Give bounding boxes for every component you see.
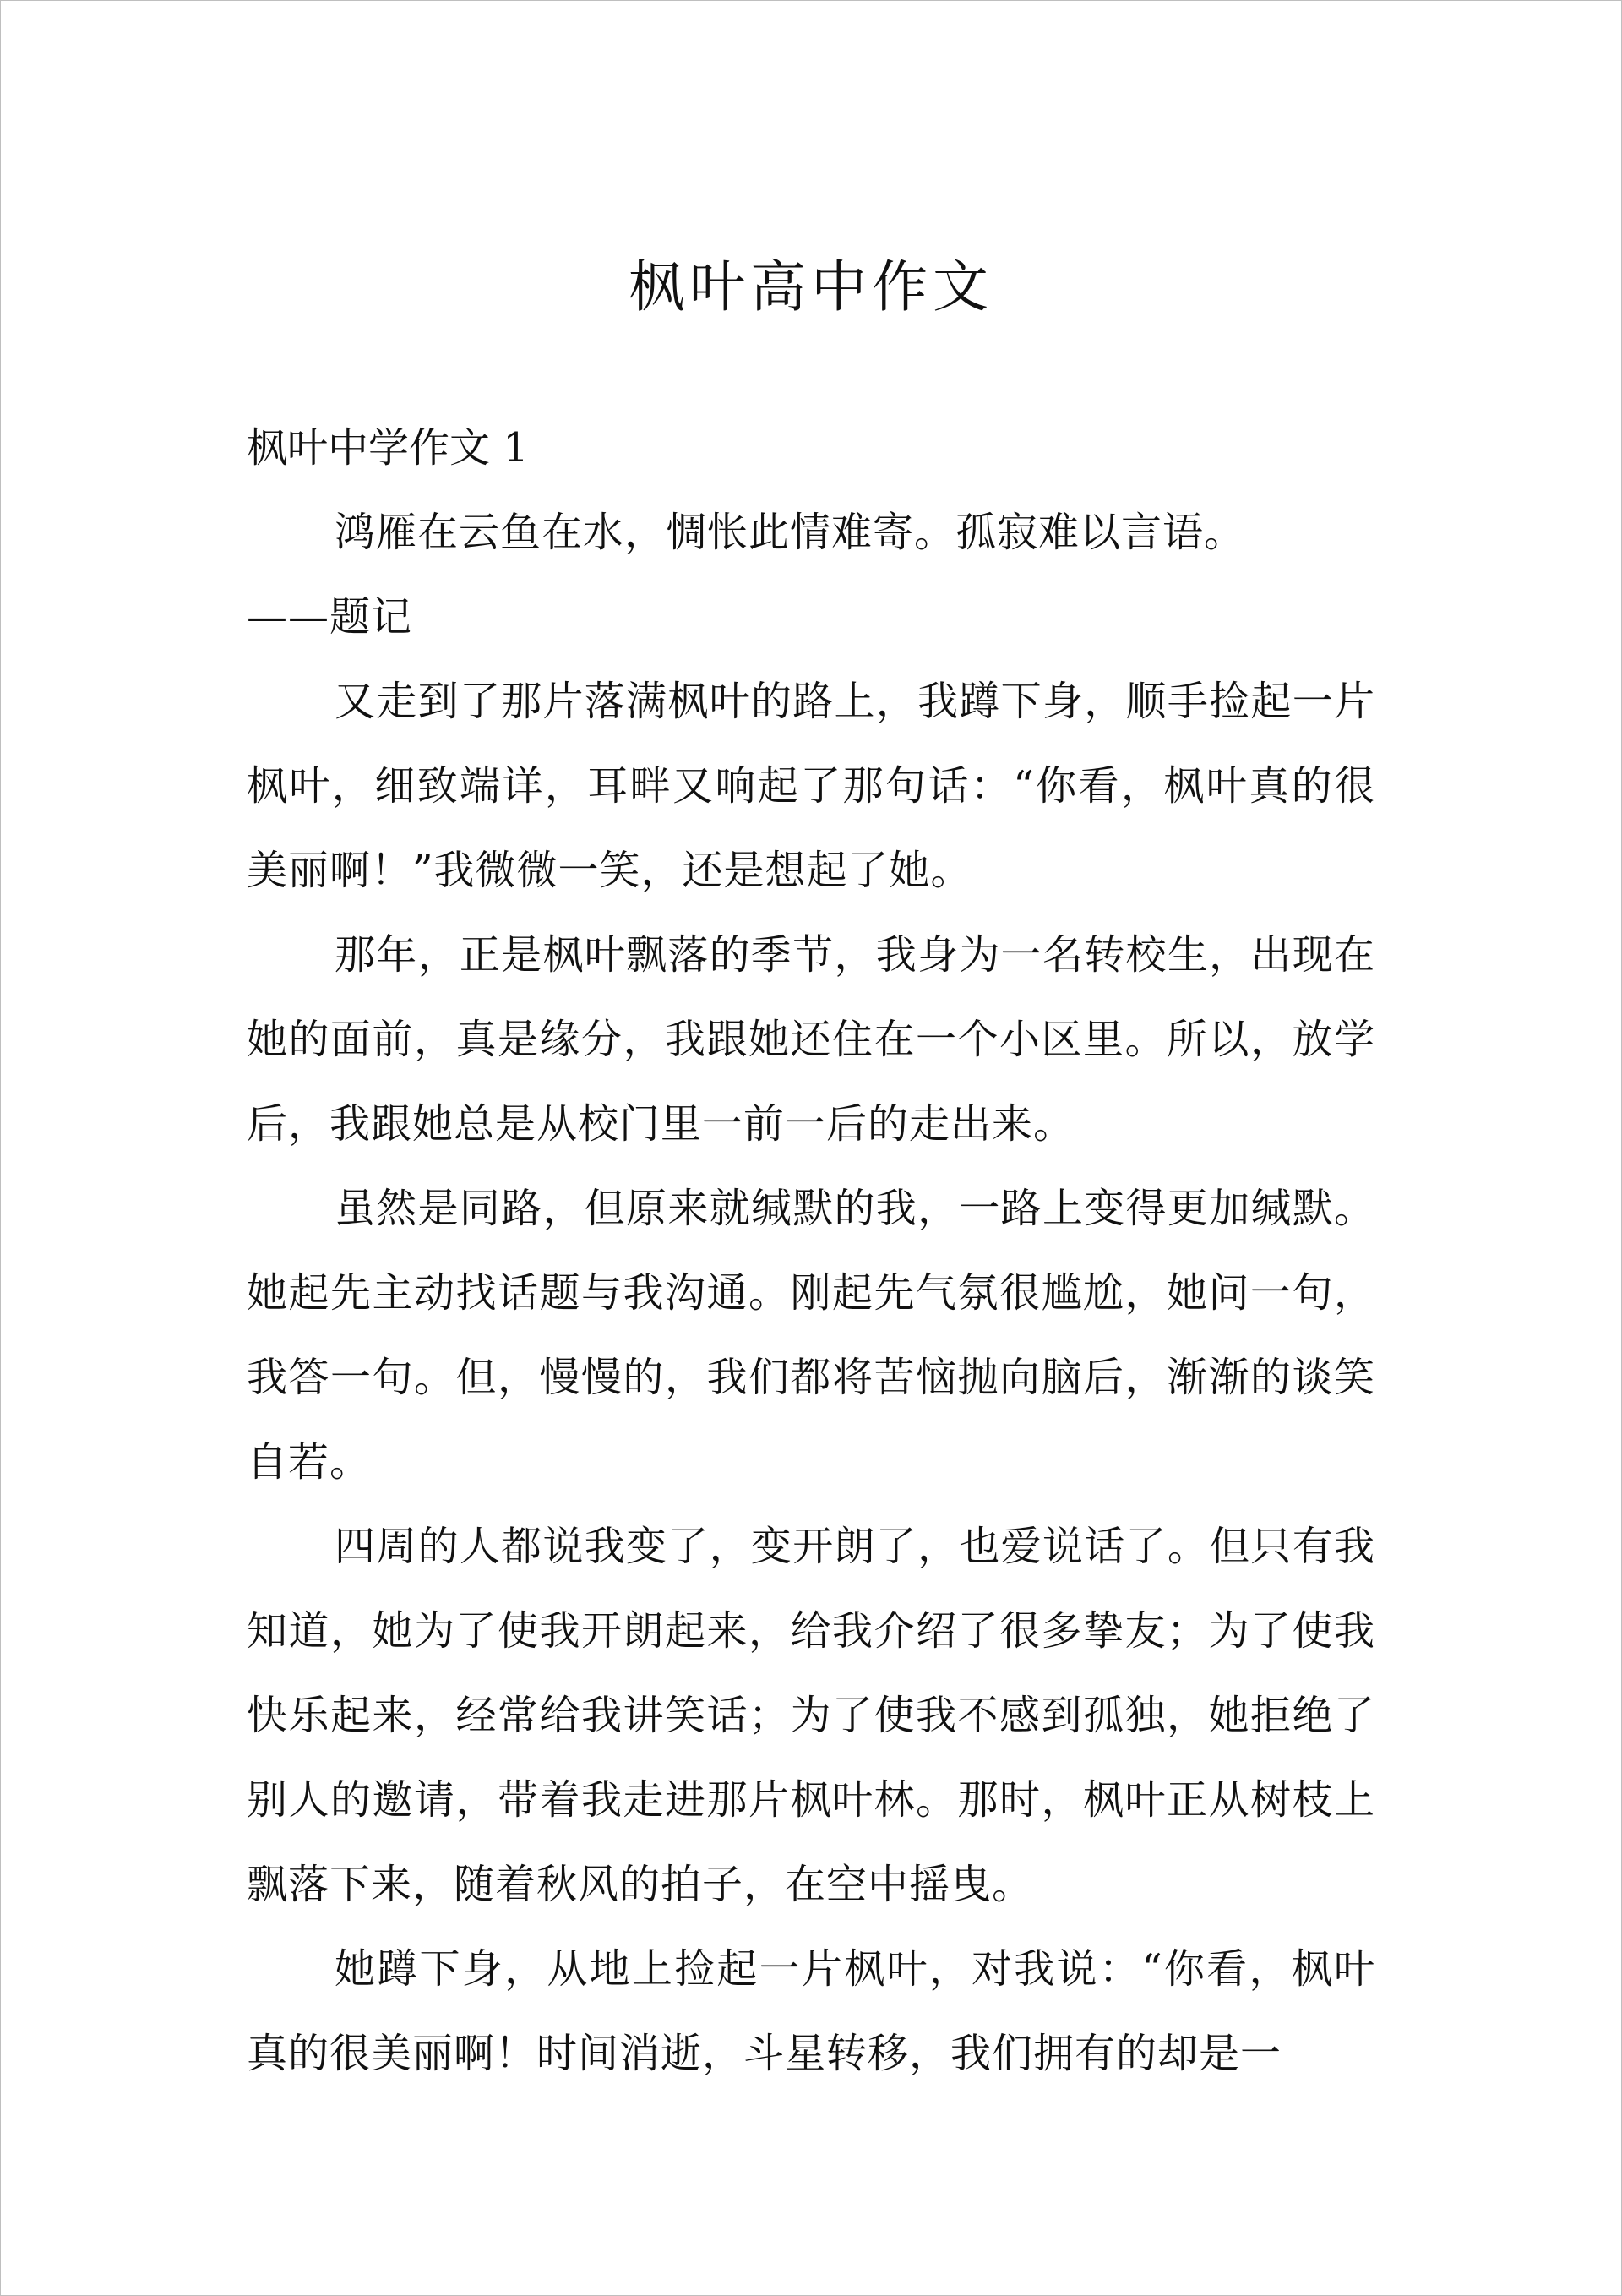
body-paragraph: 四周的人都说我变了，变开朗了，也爱说话了。但只有我知道，她为了使我开朗起来，给我介绍了很多挚友；为了使我快乐起来，经常给我讲笑话；为了使我不感到孤独，她拒绝了别人的邀请，带着我走进那片枫叶林。那时，枫叶正从树枝上飘落下来，随着秋风的拍子，在空中摇曳。 [247, 1523, 1375, 1908]
epigraph-attribution: ——题记 [247, 593, 413, 641]
body-paragraph: 又走到了那片落满枫叶的路上，我蹲下身，顺手捡起一片枫叶，细致端详，耳畔又响起了那句话：“你看，枫叶真的很美丽啊！”我微微一笑，还是想起了她。 [247, 678, 1375, 894]
document-body [247, 406, 1375, 2096]
body-paragraph: 她蹲下身，从地上捡起一片枫叶，对我说：“你看，枫叶真的很美丽啊！时间消逝，斗星转移，我们拥有的却是一 [247, 1945, 1375, 2077]
section-heading: 枫叶中学作文 1 [247, 424, 529, 472]
body-paragraph: 那年，正是枫叶飘落的季节，我身为一名转校生，出现在她的面前，真是缘分，我跟她还住在一个小区里。所以，放学后，我跟她总是从校门里一前一后的走出来。 [247, 931, 1375, 1148]
document-title: 枫叶高中作文 [629, 254, 993, 319]
epigraph-paragraph: 鸿雁在云鱼在水，惆怅此情难寄。孤寂难以言语。 [335, 509, 1246, 556]
body-paragraph: 虽然是同路，但原来就缄默的我，一路上变得更加缄默。她起先主动找话题与我沟通。刚起先气氛很尴尬，她问一句，我答一句。但，慢慢的，我们都将苦恼抛向脑后，渐渐的谈笑自若。 [247, 1185, 1375, 1486]
